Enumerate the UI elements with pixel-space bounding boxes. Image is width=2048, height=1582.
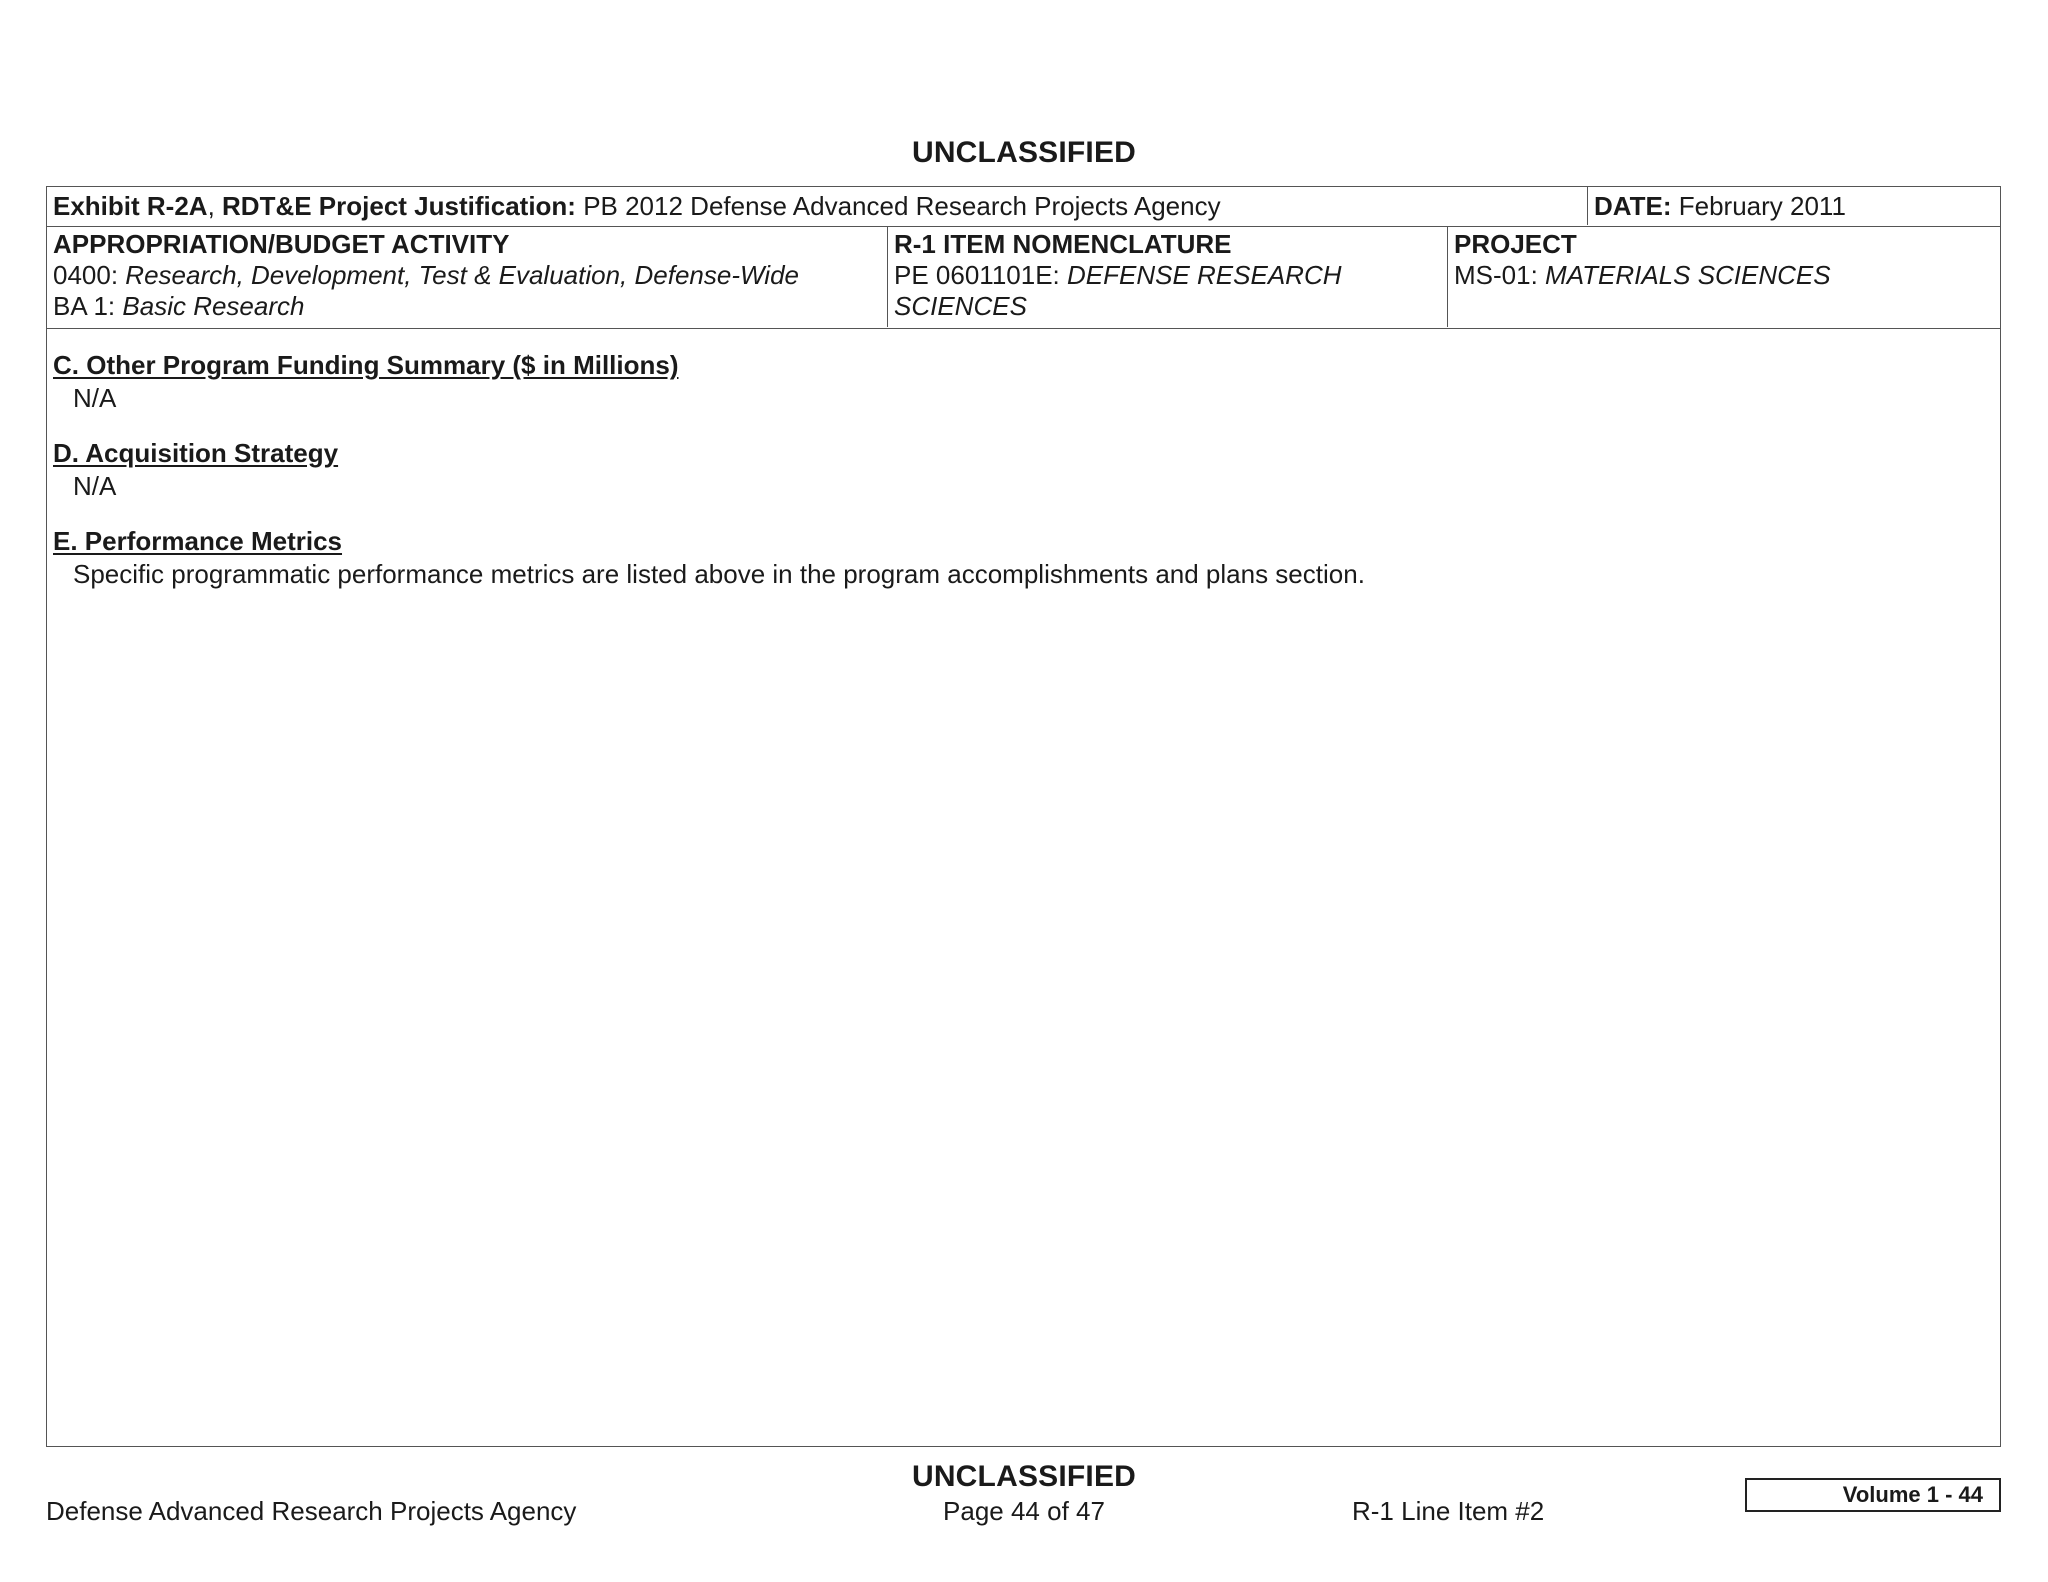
r1-name: DEFENSE RESEARCH SCIENCES xyxy=(894,260,1342,321)
exhibit-label: Exhibit R-2A xyxy=(53,191,208,221)
r1-nomenclature-cell xyxy=(887,226,1447,327)
project-code: MS-01: xyxy=(1454,260,1546,290)
footer-page-number: Page 44 of 47 xyxy=(943,1496,1105,1526)
r1-label: R-1 ITEM NOMENCLATURE xyxy=(894,229,1232,259)
section-text: N/A xyxy=(73,471,117,501)
section-text: N/A xyxy=(73,383,117,413)
exhibit-frame xyxy=(46,186,2001,1447)
section-acquisition-strategy xyxy=(53,437,1365,503)
classification-banner-top: UNCLASSIFIED xyxy=(911,136,1137,169)
justification-label: RDT&E Project Justification: xyxy=(222,191,576,221)
section-heading: E. Performance Metrics xyxy=(53,526,343,556)
project-name: MATERIALS SCIENCES xyxy=(1545,260,1831,290)
footer-volume-box: Volume 1 - 44 xyxy=(1745,1478,2001,1512)
section-text: Specific programmatic performance metrics are listed above in the program accomplishments and plans section. xyxy=(73,559,1365,589)
section-other-funding xyxy=(53,349,1365,415)
footer-line-item: R-1 Line Item #2 xyxy=(1352,1496,1545,1526)
footer-agency: Defense Advanced Research Projects Agency xyxy=(46,1496,577,1526)
section-heading: C. Other Program Funding Summary ($ in Millions) xyxy=(53,350,679,380)
budget-activity-code: BA 1: xyxy=(53,291,123,321)
date-value: February 2011 xyxy=(1671,191,1846,221)
date-label: DATE: xyxy=(1594,191,1672,221)
exhibit-info-row xyxy=(47,226,2000,329)
appropriation-label: APPROPRIATION/BUDGET ACTIVITY xyxy=(53,229,510,259)
section-heading: D. Acquisition Strategy xyxy=(53,438,339,468)
exhibit-title xyxy=(53,191,1221,222)
budget-activity-name: Basic Research xyxy=(122,291,305,321)
project-label: PROJECT xyxy=(1454,229,1577,259)
exhibit-header-row xyxy=(47,187,2000,227)
r1-code: PE 0601101E: xyxy=(894,260,1067,290)
appropriation-code: 0400: xyxy=(53,260,126,290)
date-cell xyxy=(1587,187,1846,225)
appropriation-cell xyxy=(47,226,887,327)
project-cell xyxy=(1447,226,2000,327)
exhibit-separator: , xyxy=(207,191,223,221)
justification-value: PB 2012 Defense Advanced Research Projects Agency xyxy=(575,191,1221,221)
classification-banner-bottom: UNCLASSIFIED xyxy=(911,1460,1137,1493)
exhibit-body xyxy=(53,349,1365,613)
appropriation-name: Research, Development, Test & Evaluation, Defense-Wide xyxy=(125,260,799,290)
section-performance-metrics xyxy=(53,525,1365,591)
